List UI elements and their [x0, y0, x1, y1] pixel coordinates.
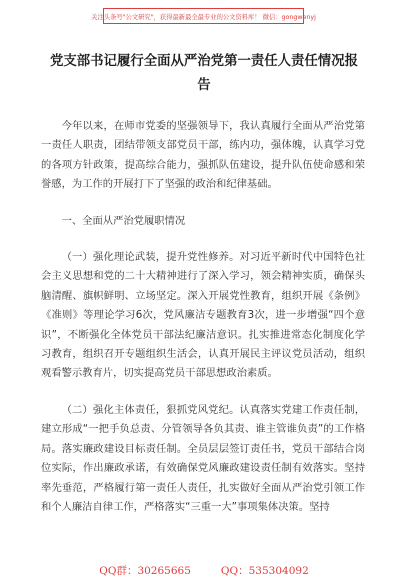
footer-contact — [0, 563, 408, 578]
paragraph-1: （一）强化理论武装，提升党性修养。对习近平新时代中国特色社会主义思想和党的二十大精神进行了深入学习，领会精神实质，确保头脑清醒、旗帜鲜明、立场坚定。深入开展党性教育，组织开展《条例》《准则》等理论学习6次，党风廉洁专题教育3次，进一步增强“四个意识”，不断强化全体党员干部法纪廉洁意识。扎实推进常态化制度化学习教育，组织召开专题组织生活会，认真开展民主评议党员活动，组织观看警示教育片，切实提高党员干部思想政治素质。 — [41, 251, 365, 380]
document-title — [40, 50, 368, 98]
promo-banner — [91, 8, 316, 24]
promo-banner-text: 关注头条号"公文研究"，获得最新最全最专业的公文资料库！ 微信：gongwenyj — [91, 13, 316, 21]
qq-number: QQ：535304092 — [220, 565, 309, 577]
qq-group: QQ群：30265665 — [99, 565, 191, 577]
document-body — [41, 117, 365, 517]
intro-paragraph: 今年以来，在师市党委的坚强领导下，我认真履行全面从严治党第一责任人职责，团结带领支部党员干部，练内功，强体魄，认真学习党的各项方针政策，提高综合能力，强抓队伍建设，提升队伍使命感和荣誉感，为工作的开展打下了坚强的政治和纪律基础。 — [41, 120, 365, 191]
section-heading: 一、全面从严治党履职情况 — [61, 214, 186, 227]
document-title-line1: 党支部书记履行全面从严治党第一责任人责任情况报 — [50, 54, 358, 69]
paragraph-2: （二）强化主体责任，狠抓党风党纪。认真落实党建工作责任制，建立形成“一把手负总责、分管领导各负其责、谁主管谁负责”的工作格局。落实廉政建设目标责任制。全员层层签订责任书，党员干部结合岗位实际，作出廉政承诺，有效确保党风廉政建设责任制有效落实。坚持率先垂范，严格履行第一责任人责任，扎实做好全面从严治党引领工作和个人廉洁自律工作，严格落实“三重一大”事项集体决策。坚持 — [41, 403, 365, 513]
document-title-line2: 告 — [197, 78, 211, 93]
